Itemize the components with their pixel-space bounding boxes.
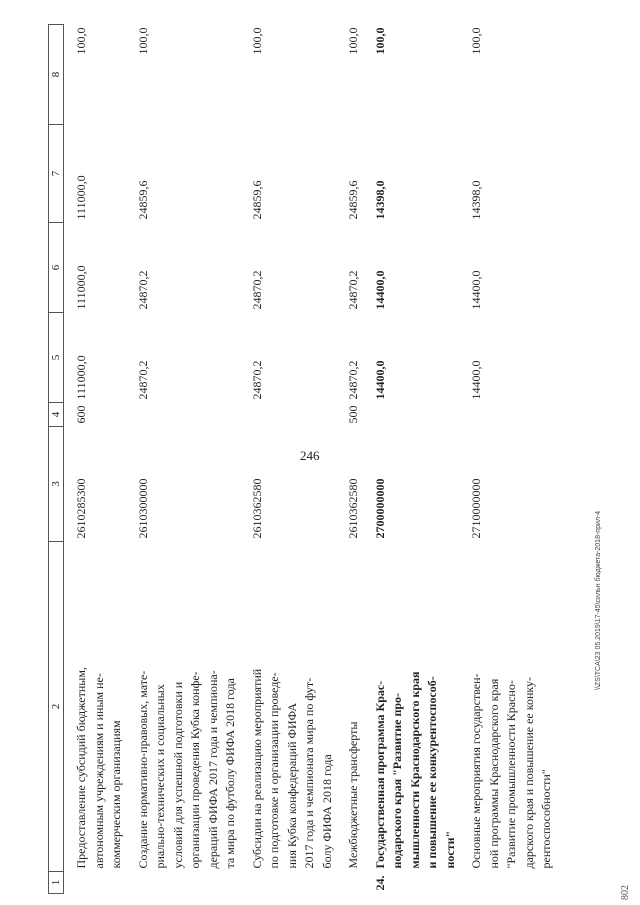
row-name-line: коммерческим организациям <box>109 720 123 869</box>
refined-amount: 14400,0 <box>372 270 387 310</box>
row-name-line: Предоставление субсидий бюджетным, <box>74 667 88 869</box>
row-name <box>64 542 126 872</box>
row-name-line: ности" <box>442 830 457 869</box>
table-row <box>64 25 126 894</box>
row-name-line: организации проведения Кубка конфе- <box>188 671 202 869</box>
row-number: 24. <box>372 875 387 891</box>
row-number <box>459 872 556 894</box>
header-cell: 4 <box>49 403 64 427</box>
row-name-line: и повышение ее конкурентоспособ- <box>425 676 439 869</box>
row-name-line: ния Кубка конфедераций ФИФА <box>284 702 299 869</box>
table-row <box>336 25 363 894</box>
footer-file-path: \\ZS\TCA\23 05.2019\17-45\сильн бюджета-2018-прил-4 <box>595 510 602 690</box>
approved-amount: 111000,0 <box>74 355 88 400</box>
row-name-line: рентоспособности" <box>539 769 553 869</box>
row-name <box>363 542 460 872</box>
row-name-line: нодарского края "Развитие про- <box>390 692 404 869</box>
row-name-line: Межбюджетные трансферты <box>346 721 360 869</box>
executed-amount: 24859,6 <box>346 180 360 220</box>
header-cell: 7 <box>49 125 64 223</box>
refined-amount: 111000,0 <box>74 265 88 310</box>
header-cell: 6 <box>49 223 64 313</box>
refined-amount: 24870,2 <box>346 270 360 310</box>
execution-percent: 100,0 <box>346 27 360 55</box>
row-name <box>240 542 337 872</box>
table-row <box>363 25 460 894</box>
expense-type: 500 <box>346 405 360 424</box>
target-article-code: 2700000000 <box>372 478 387 539</box>
execution-percent: 100,0 <box>135 27 150 55</box>
row-name-line: риально-технических и социальных <box>153 684 167 869</box>
execution-percent: 100,0 <box>249 27 264 55</box>
header-cell: 3 <box>49 427 64 542</box>
execution-percent: 100,0 <box>74 27 88 55</box>
row-name-line: мышленности Краснодарского края <box>407 671 422 869</box>
executed-amount: 14398,0 <box>372 180 387 220</box>
target-article-code: 2710000000 <box>469 478 483 539</box>
expense-type <box>126 403 240 427</box>
executed-amount: 24859,6 <box>135 180 150 220</box>
row-number <box>126 872 240 894</box>
row-name-line: Государственная программа Крас- <box>372 680 387 869</box>
target-article-code: 2610362580 <box>346 478 360 539</box>
execution-percent: 100,0 <box>372 27 387 55</box>
expense-type <box>459 403 556 427</box>
expense-type: 600 <box>74 405 88 424</box>
approved-amount: 24870,2 <box>346 360 360 400</box>
header-cell: 2 <box>49 542 64 872</box>
corner-mark: 802 <box>620 885 631 900</box>
row-name-line: Создание нормативно-правовых, мате- <box>135 670 150 869</box>
row-number <box>240 872 337 894</box>
target-article-code: 2610285300 <box>74 478 88 539</box>
row-name-line: автономным учреждениям и иным не- <box>91 673 106 869</box>
approved-amount: 24870,2 <box>135 360 150 400</box>
row-name-line: та мира по футболу ФИФА 2018 года <box>223 678 237 869</box>
expense-type <box>240 403 337 427</box>
approved-amount: 14400,0 <box>372 360 387 400</box>
row-name-line: ной программы Краснодарского края <box>486 678 501 869</box>
row-name <box>126 542 240 872</box>
page-number: 246 <box>300 448 320 463</box>
row-name-line: Субсидии на реализацию мероприятий <box>249 668 264 869</box>
refined-amount: 14400,0 <box>469 270 483 310</box>
table-row <box>459 25 556 894</box>
rotated-table-area <box>32 10 612 890</box>
row-number <box>64 872 126 894</box>
executed-amount: 14398,0 <box>469 180 483 220</box>
row-name <box>336 542 363 872</box>
approved-amount: 24870,2 <box>249 360 264 400</box>
refined-amount: 24870,2 <box>249 270 264 310</box>
row-name <box>459 542 556 872</box>
executed-amount: 111000,0 <box>74 175 88 220</box>
table-row <box>126 25 240 894</box>
approved-amount: 14400,0 <box>469 360 483 400</box>
target-article-code: 2610362580 <box>249 478 264 539</box>
row-name-line: болу ФИФА 2018 года <box>319 754 334 869</box>
row-name-line: Основные мероприятия государствен- <box>469 673 483 869</box>
row-name-line: дераций ФИФА 2017 года и чемпиона- <box>205 670 220 869</box>
target-article-code: 2610300000 <box>135 478 150 539</box>
row-name-line: по подготовке и организации проведе- <box>267 672 281 869</box>
row-name-line: дарского края и повышение ее конку- <box>521 676 536 869</box>
executed-amount: 24859,6 <box>249 180 264 220</box>
header-cell: 5 <box>49 313 64 403</box>
row-name-line: "Развитие промышленности Красно- <box>504 680 518 869</box>
budget-table <box>48 24 556 894</box>
row-name-line: условий для успешной подготовки и <box>170 681 185 869</box>
header-cell: 1 <box>49 872 64 894</box>
row-number <box>336 872 363 894</box>
refined-amount: 24870,2 <box>135 270 150 310</box>
header-cell: 8 <box>49 25 64 125</box>
expense-type <box>363 403 460 427</box>
execution-percent: 100,0 <box>469 27 483 55</box>
table-row <box>240 25 337 894</box>
header-row <box>49 25 64 894</box>
row-name-line: 2017 года и чемпионата мира по фут- <box>302 677 316 869</box>
